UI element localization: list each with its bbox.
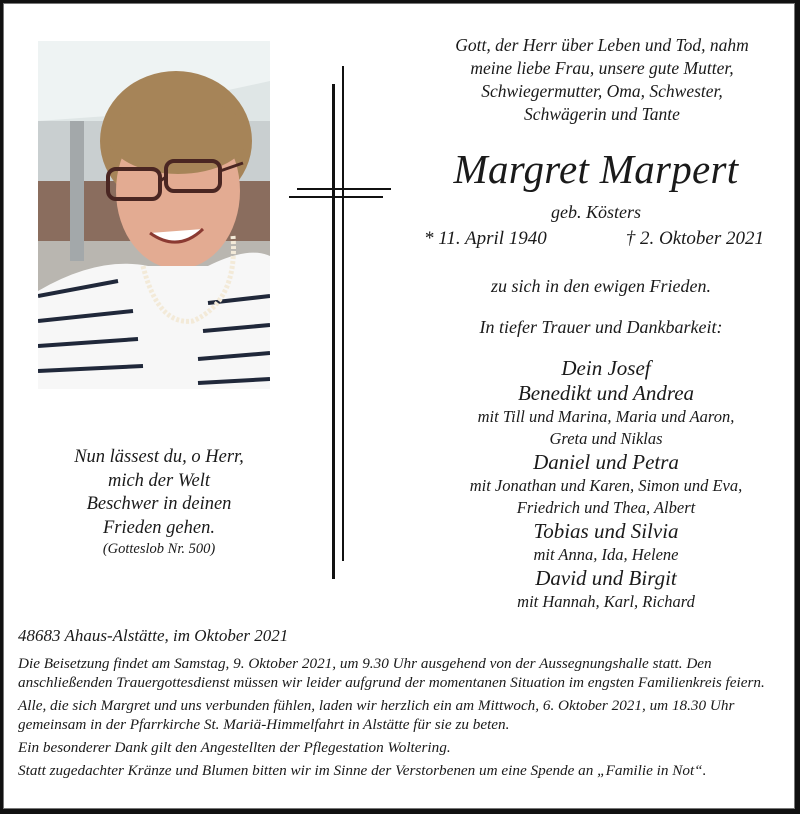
family-children: mit Till und Marina, Maria und Aaron, (477, 407, 735, 426)
deceased-name: Margret Marpert (453, 146, 739, 192)
family-member: David und Birgit (535, 566, 677, 590)
birth-date: * 11. April 1940 (424, 228, 547, 249)
prayer-invitation: Alle, die sich Margret und uns verbunden fühlen, laden wir herzlich ein am Mittwoch, 6. Oktober 2021, um 18.30 Uhr gemeinsam in der Pfarrkirche St. Mariä-Himmelfahrt in Alstätte für sie zu beten. (18, 697, 735, 733)
psalm-quote (34, 446, 284, 558)
intro-text (416, 34, 788, 126)
family-children: mit Anna, Ida, Helene (533, 545, 679, 564)
psalm-line: Beschwer in deinen (86, 494, 232, 514)
intro-line: Schwiegermutter, Oma, Schwester, (481, 81, 723, 101)
psalm-source: (Gotteslob Nr. 500) (102, 541, 216, 557)
family-member: Dein Josef (561, 356, 651, 380)
burial-notice: Die Beisetzung findet am Samstag, 9. Oktober 2021, um 9.30 Uhr ausgehend von der Aussegnungshalle statt. Den anschließenden Trauergottesdienst müssen wir leider aufgrund der momentanen Situation im engsten Familienkreis feiern. (18, 655, 765, 691)
death-date: † 2. Oktober 2021 (625, 228, 764, 249)
family-member: Benedikt und Andrea (517, 381, 695, 405)
family-children: mit Jonathan und Karen, Simon und Eva, (469, 476, 743, 495)
family-member: Tobias und Silvia (533, 519, 679, 543)
footer-notes (18, 624, 788, 784)
life-dates (424, 227, 764, 251)
donation-note: Statt zugedachter Kränze und Blumen bitten wir im Sinne der Verstorbenen um eine Spende an „Familie in Not“. (18, 762, 707, 779)
peace-line: zu sich in den ewigen Frieden. (491, 276, 711, 296)
psalm-line: Frieden gehen. (103, 517, 215, 538)
family-list (416, 356, 796, 613)
family-member: Daniel und Petra (533, 450, 679, 474)
family-children: Friedrich und Thea, Albert (516, 498, 696, 517)
maiden-name: geb. Kösters (551, 202, 641, 222)
location-date: 48683 Ahaus-Alstätte, im Oktober 2021 (18, 626, 289, 645)
family-children: mit Hannah, Karl, Richard (517, 592, 695, 611)
family-children: Greta und Niklas (549, 429, 663, 448)
psalm-line: mich der Welt (107, 470, 211, 491)
portrait-photo (38, 41, 270, 389)
obituary-card (3, 3, 795, 809)
thanks-note: Ein besonderer Dank gilt den Angestellten der Pflegestation Woltering. (18, 739, 451, 756)
mourning-line: In tiefer Trauer und Dankbarkeit: (479, 317, 723, 337)
intro-line: Gott, der Herr über Leben und Tod, nahm (455, 35, 749, 55)
intro-line: meine liebe Frau, unsere gute Mutter, (470, 58, 734, 78)
intro-line: Schwägerin und Tante (524, 104, 680, 124)
psalm-line: Nun lässest du, o Herr, (74, 447, 244, 467)
